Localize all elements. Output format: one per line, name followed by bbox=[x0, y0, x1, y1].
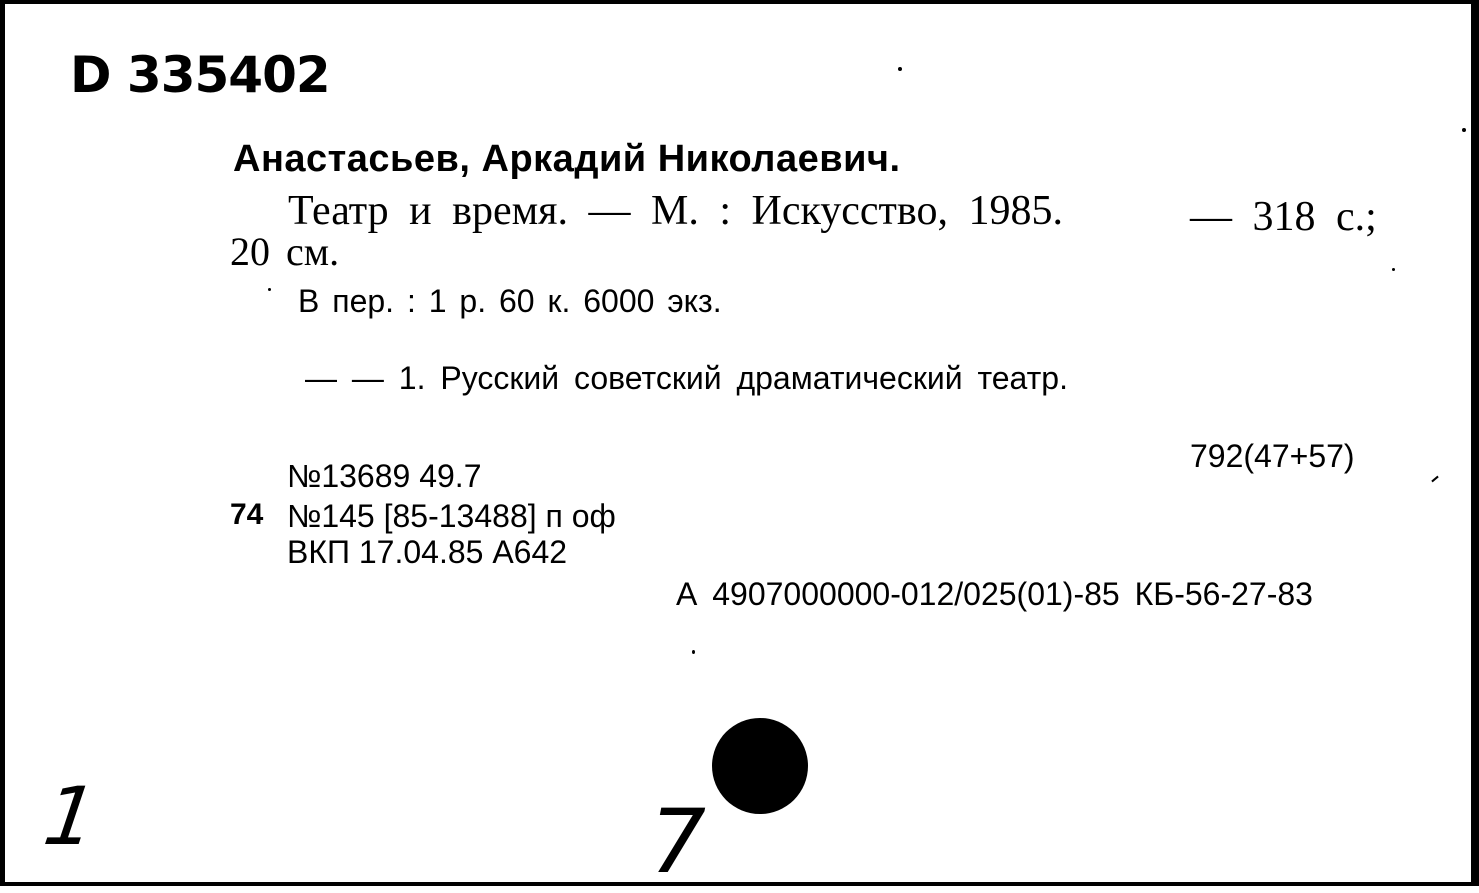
subject-heading: — — 1. Русский советский драматический театр. bbox=[305, 360, 1068, 396]
registry-number-prefix: 74 bbox=[230, 498, 264, 531]
registry-number-line-2: №145 [85-13488] п оф bbox=[287, 498, 616, 534]
price-line: В пер. : 1 р. 60 к. 6000 экз. bbox=[298, 283, 722, 319]
registry-number-line-1: №13689 49.7 bbox=[287, 458, 482, 494]
classification-code: 792(47+57) bbox=[1190, 438, 1355, 474]
title-line-2: 20 см. bbox=[230, 229, 340, 274]
registry-number-line-3: ВКП 17.04.85 А642 bbox=[287, 534, 568, 570]
card-edge-left bbox=[0, 0, 5, 886]
speck-mark bbox=[898, 67, 902, 71]
card-stamp-number: D 335402 bbox=[70, 46, 330, 104]
speck-mark bbox=[1462, 128, 1466, 132]
handwritten-mark-bottom: 7 bbox=[650, 790, 706, 893]
title-line-1-pages: — 318 с.; bbox=[1190, 194, 1377, 240]
speck-mark bbox=[268, 288, 271, 291]
speck-mark bbox=[1392, 268, 1395, 271]
card-edge-bottom bbox=[0, 882, 1479, 886]
card-edge-right bbox=[1471, 0, 1479, 886]
speck-mark bbox=[1431, 476, 1438, 483]
handwritten-mark-left: 1 bbox=[38, 770, 103, 863]
card-edge-top bbox=[0, 0, 1479, 4]
punch-hole bbox=[712, 718, 808, 814]
title-line-1: Театр и время. — М. : Искусство, 1985. bbox=[288, 188, 1063, 234]
author-heading: Анастасьев, Аркадий Николаевич. bbox=[233, 138, 901, 180]
isbn-line: А 4907000000-012/025(01)-85 КБ-56-27-83 bbox=[676, 576, 1313, 612]
speck-mark bbox=[692, 650, 695, 654]
